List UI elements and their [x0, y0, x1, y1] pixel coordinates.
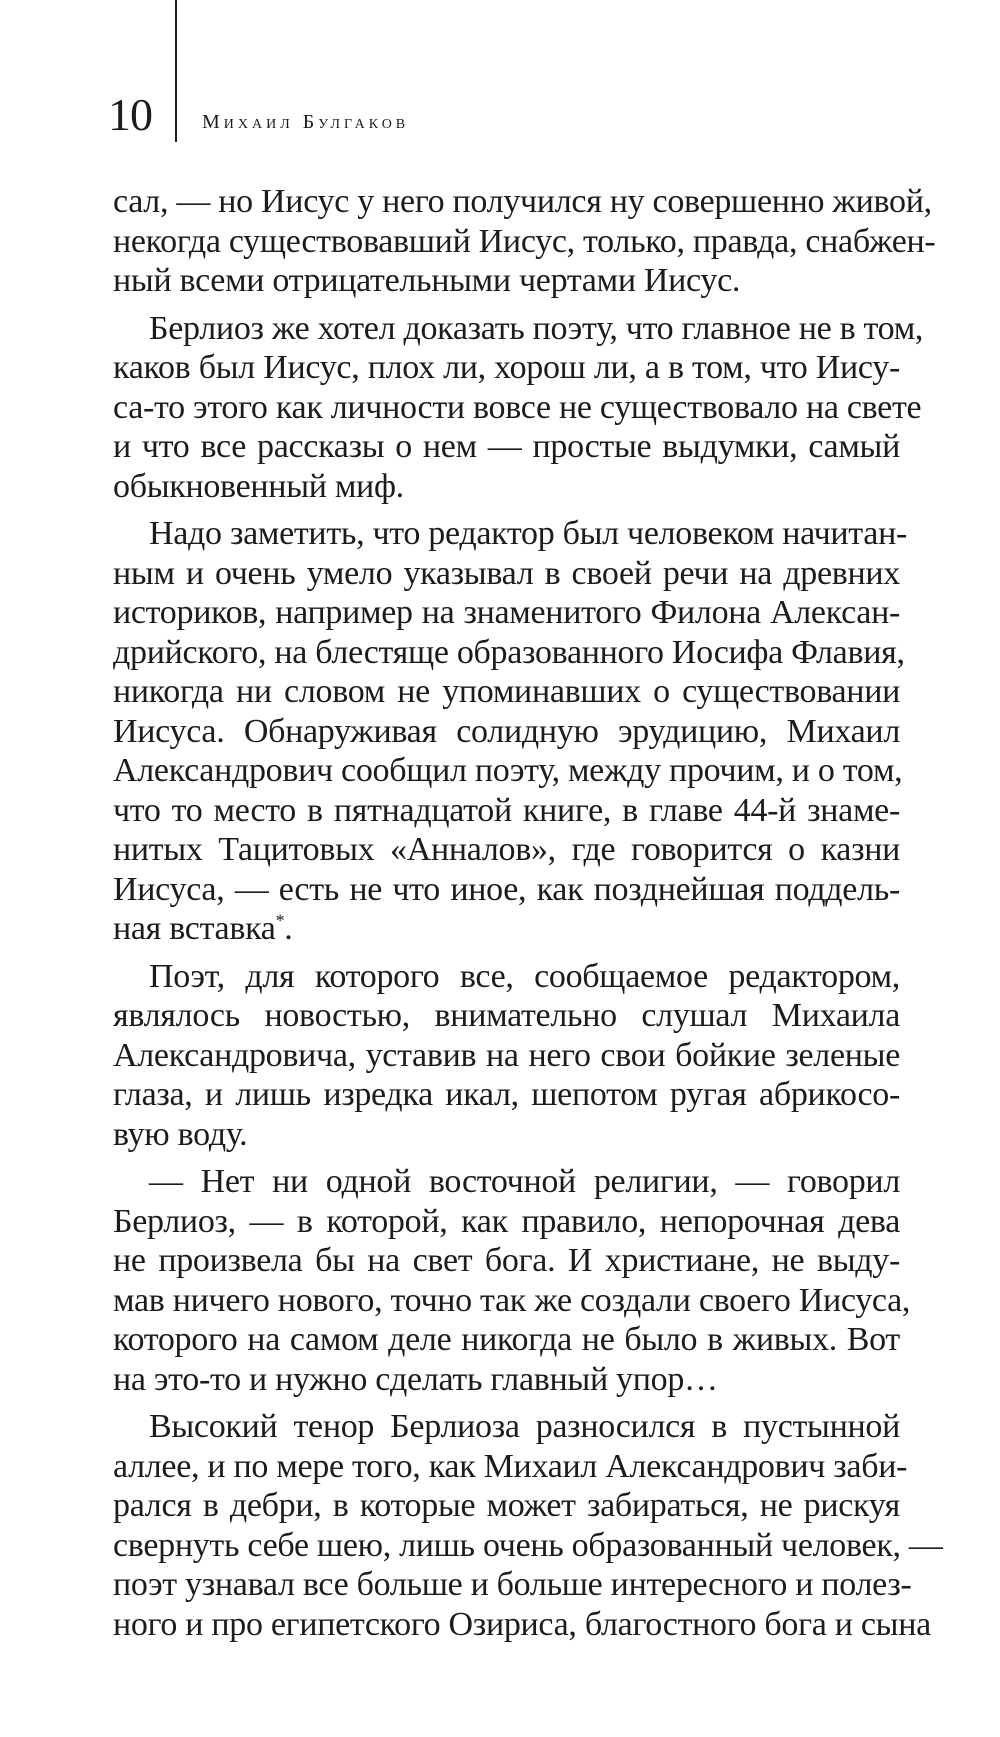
text-line-tail: .: [284, 910, 293, 947]
text-line: историков, например на знаменитого Филона Алексан-: [113, 594, 900, 631]
text-line: Александровича, уставив на него свои бойкие зеленые: [113, 1036, 900, 1074]
text-line: — Нет ни одной восточной религии, — говорил: [149, 1163, 900, 1200]
text-line: ный всеми отрицательными чертами Иисус.: [113, 262, 741, 299]
text-line: Александрович сообщил поэту, между прочим, и о том,: [113, 752, 903, 789]
text-line: некогда существовавший Иисус, только, правда, снабжен-: [113, 222, 936, 260]
text-line: являлось новостью, внимательно слушал Михаила: [113, 997, 900, 1034]
text-line-with-footnote: [113, 909, 900, 949]
text-line: нитых Тацитовых «Анналов», где говорится о казни: [113, 831, 900, 868]
text-line: никогда ни словом не упоминавших о существовании: [113, 673, 900, 710]
text-body: [113, 182, 943, 1652]
paragraph-5: [113, 1162, 911, 1399]
text-line: и что все рассказы о нем — простые выдумки, самый: [113, 428, 900, 465]
text-line: свернуть себе шею, лишь очень образованный человек, —: [113, 1526, 943, 1564]
text-line: поэт узнавал все больше и больше интересного и полез-: [113, 1566, 912, 1603]
page-number: 10: [108, 89, 152, 140]
text-line: сал, — но Иисус у него получился ну совершенно живой,: [113, 183, 932, 220]
text-line: ного и про египетского Озириса, благостного бога и сына: [113, 1605, 931, 1643]
text-line: что то место в пятнадцатой книге, в главе 44-й знаме-: [113, 791, 900, 829]
header-vertical-rule: [175, 0, 177, 142]
text-line: Высокий тенор Берлиоза разносился в пустынной: [149, 1408, 900, 1445]
text-line: не произвела бы на свет бога. И христиане, не выду-: [113, 1242, 900, 1279]
text-line: вую воду.: [113, 1115, 248, 1153]
text-line: каков был Иисус, плох ли, хорош ли, а в том, что Иису-: [113, 349, 900, 386]
paragraph-6: [113, 1407, 943, 1644]
text-line: обыкновенный миф.: [113, 467, 404, 505]
text-line: са-то этого как личности вовсе не существовало на свете: [113, 388, 922, 426]
text-line: Надо заметить, что редактор был человеком начитан-: [149, 515, 907, 552]
text-line: которого на самом деле никогда не было в живых. Вот: [113, 1321, 900, 1358]
text-line: Берлиоз, — в которой, как правило, непорочная дева: [113, 1202, 900, 1240]
text-line: дрийского, на блестяще образованного Иосифа Флавия,: [113, 633, 905, 671]
paragraph-1: [113, 182, 936, 301]
text-line: мав ничего нового, точно так же создали своего Иисуса,: [113, 1281, 911, 1319]
text-line: Поэт, для которого все, сообщаемое редактором,: [149, 957, 900, 995]
text-line: рался в дебри, в которые может забираться, не рискуя: [113, 1487, 900, 1524]
text-line: Берлиоз же хотел доказать поэту, что главное не в том,: [149, 309, 924, 347]
text-line: Иисуса, — есть не что иное, как позднейшая поддель-: [113, 870, 900, 908]
running-head-author: Михаил Булгаков: [202, 111, 410, 133]
footnote-marker[interactable]: *: [275, 910, 285, 931]
text-line: на это-то и нужно сделать главный упор…: [113, 1360, 718, 1398]
text-line: Иисуса. Обнаруживая солидную эрудицию, Михаил: [113, 712, 900, 750]
paragraph-2: [113, 309, 924, 507]
text-line: ным и очень умело указывал в своей речи на древних: [113, 554, 900, 592]
paragraph-3: [113, 514, 907, 949]
text-line: аллее, и по мере того, как Михаил Александрович заби-: [113, 1447, 908, 1485]
text-line: глаза, и лишь изредка икал, шепотом ругая абрикосо-: [113, 1076, 900, 1113]
text-line-content: ная вставка: [113, 910, 276, 947]
paragraph-4: [113, 957, 900, 1155]
